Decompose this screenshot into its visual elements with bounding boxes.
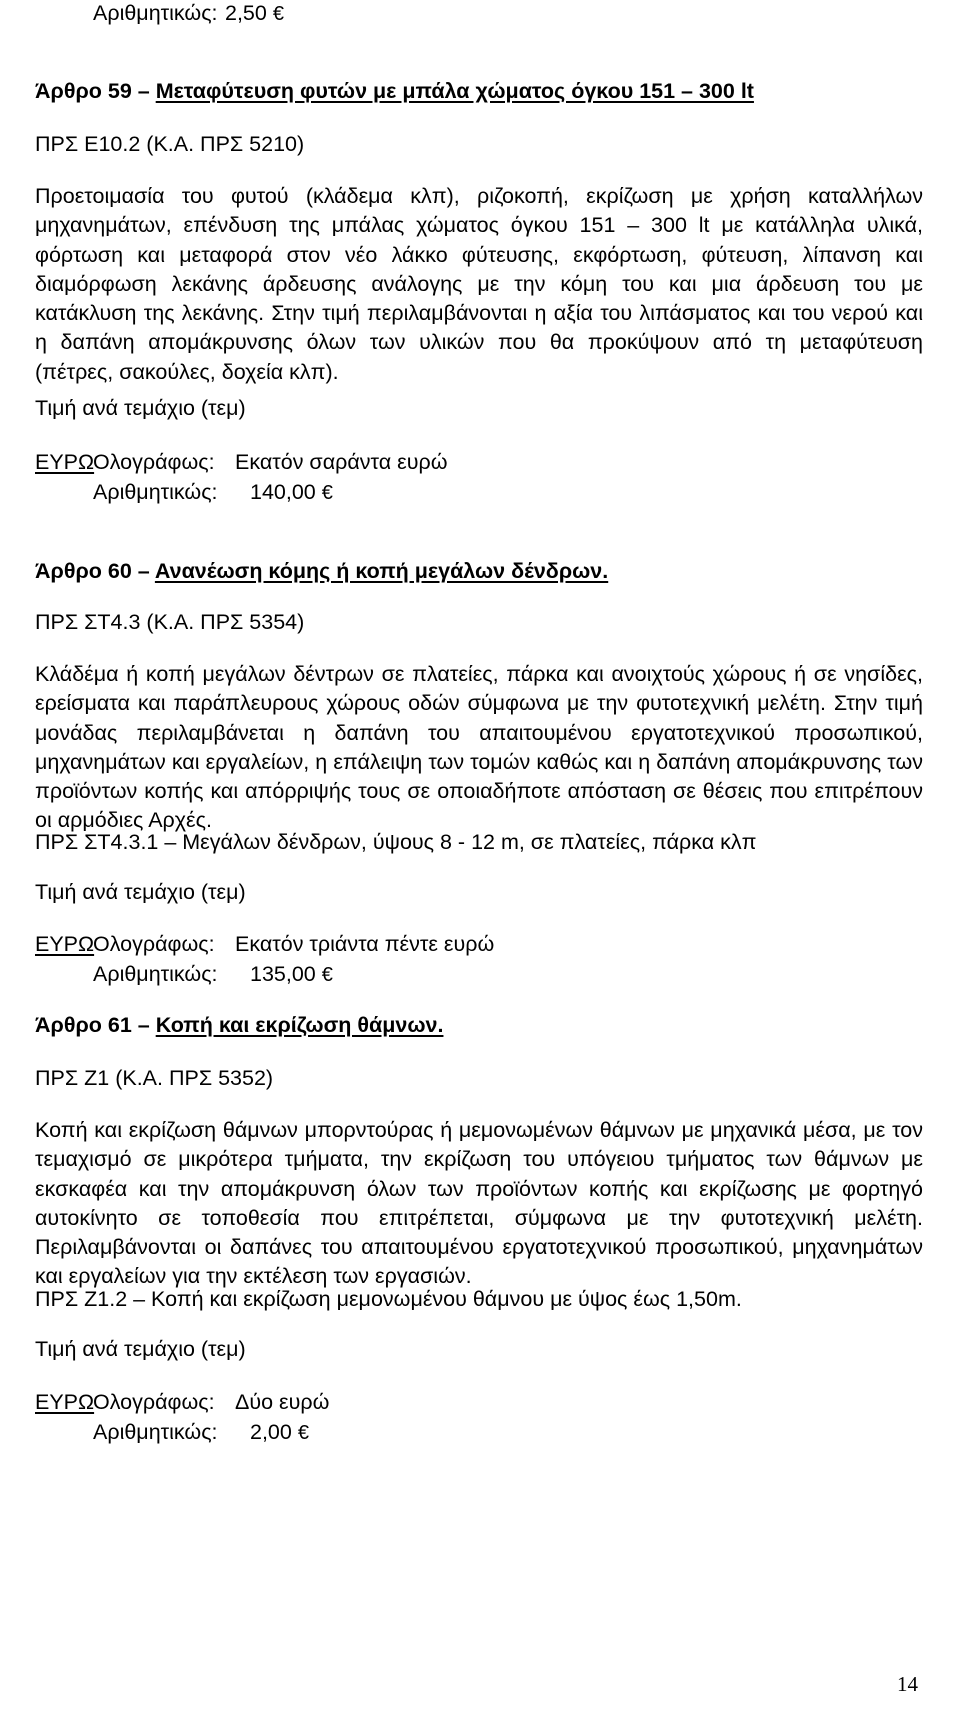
article-60-unit-price: Τιμή ανά τεμάχιο (τεμ)	[35, 880, 246, 904]
article-title: Κοπή και εκρίζωση θάμνων.	[155, 1013, 444, 1037]
currency-label: ΕΥΡΩ	[35, 1390, 95, 1414]
numeric-value: 140,00	[250, 480, 316, 504]
words-label: Ολογράφως:	[93, 450, 215, 474]
numeric-label: Αριθμητικώς:	[93, 1420, 218, 1444]
article-59-description: Προετοιμασία του φυτού (κλάδεμα κλπ), ριζοκοπή, εκρίζωση με χρήση καταλλήλων μηχανημάτων, επένδυση της μπάλας χώματος όγκου 151 – 300 lt με κατάλληλα υλικά, φόρτωση και μεταφορά στον νέο λάκκο φύτευσης, εκφόρτωση, φύτευση, λίπανση και διαμόρφωση λεκάνης άρδευσης ανάλογης με την κόμη του και μια άρδευση του με κατάκλυση της λεκάνης. Στην τιμή περιλαμβάνονται η αξία του λιπάσματος και του νερού και η δαπάνη απομάκρυνσης όλων των υλικών που θα προκύψουν από τη μεταφύτευση (πέτρες, σακούλες, δοχεία κλπ).	[35, 184, 923, 384]
article-59-unit-price: Τιμή ανά τεμάχιο (τεμ)	[35, 396, 246, 420]
numeric-label: Αριθμητικώς:	[93, 1, 218, 25]
currency-label: ΕΥΡΩ	[35, 932, 95, 956]
words-value: Δύο ευρώ	[235, 1390, 330, 1414]
numeric-value: 2,50	[225, 1, 267, 25]
article-60-description: Κλάδέμα ή κοπή μεγάλων δέντρων σε πλατείες, πάρκα και ανοιχτούς χώρους ή σε νησίδες, ερείσματα και παράπλευρους χώρους οδών σύμφωνα με την φυτοτεχνική μελέτη. Στην τιμή μονάδας περιλαμβάνεται η δαπάνη του απαιτουμένου εργατοτεχνικού προσωπικού, μηχανημάτων και εργαλείων, η επάλειψη των τομών καθώς και η δαπάνη απομάκρυνσης των προϊόντων κοπής και απόρριψής τους σε οποιαδήποτε απόσταση σε θέσεις που επιτρέπουν οι αρμόδιες Αρχές.	[35, 662, 923, 833]
article-61-heading	[35, 1015, 443, 1037]
article-59-price-numeric	[93, 482, 333, 504]
article-61-code: ΠΡΣ Ζ1 (Κ.Α. ΠΡΣ 5352)	[35, 1066, 274, 1090]
article-prefix: Άρθρο 61 –	[35, 1013, 150, 1037]
article-60-price-words	[35, 934, 494, 956]
article-60-price-numeric	[93, 964, 333, 986]
words-label: Ολογράφως:	[93, 1390, 215, 1414]
euro-symbol: €	[272, 3, 284, 25]
article-59-code: ΠΡΣ Ε10.2 (Κ.Α. ΠΡΣ 5210)	[35, 132, 305, 156]
words-label: Ολογράφως:	[93, 932, 215, 956]
article-61-price-words	[35, 1392, 329, 1414]
article-prefix: Άρθρο 60 –	[35, 559, 150, 583]
page-number: 14	[897, 1672, 918, 1696]
article-60-heading	[35, 561, 608, 583]
article-title: Ανανέωση κόμης ή κοπή μεγάλων δένδρων.	[154, 559, 609, 583]
euro-symbol: €	[321, 482, 333, 504]
top-price-line	[93, 3, 284, 25]
numeric-value: 135,00	[250, 962, 316, 986]
words-value: Εκατόν τριάντα πέντε ευρώ	[235, 932, 495, 956]
numeric-label: Αριθμητικώς:	[93, 962, 218, 986]
euro-symbol: €	[321, 964, 333, 986]
currency-label: ΕΥΡΩ	[35, 450, 95, 474]
article-60-sub-item: ΠΡΣ ΣΤ4.3.1 – Μεγάλων δένδρων, ύψους 8 - 12 m, σε πλατείες, πάρκα κλπ	[35, 830, 757, 854]
article-61-sub-item: ΠΡΣ Ζ1.2 – Κοπή και εκρίζωση μεμονωμένου θάμνου με ύψος έως 1,50m.	[35, 1287, 742, 1311]
article-prefix: Άρθρο 59 –	[35, 79, 150, 103]
article-60-code: ΠΡΣ ΣΤ4.3 (Κ.Α. ΠΡΣ 5354)	[35, 610, 305, 634]
numeric-value: 2,00	[250, 1420, 292, 1444]
article-title: Μεταφύτευση φυτών με μπάλα χώματος όγκου 151 – 300 lt	[155, 79, 754, 103]
words-value: Εκατόν σαράντα ευρώ	[235, 450, 448, 474]
article-61-unit-price: Τιμή ανά τεμάχιο (τεμ)	[35, 1337, 246, 1361]
article-61-description: Κοπή και εκρίζωση θάμνων μπορντούρας ή μεμονωμένων θάμνων με μηχανικά μέσα, με τον τεμαχισμό σε μικρότερα τμήματα, την εκρίζωση του υπόγειου τμήματος των θάμνων με εκσκαφέα και την απομάκρυνση όλων των προϊόντων κοπής και εκρίζωσης με φορτηγό αυτοκίνητο σε τοποθεσία που επιτρέπεται, σύμφωνα με την φυτοτεχνική μελέτη. Περιλαμβάνονται οι δαπάνες του απαιτουμένου εργατοτεχνικού προσωπικού, μηχανημάτων και εργαλείων για την εκτέλεση των εργασιών.	[35, 1118, 923, 1289]
numeric-label: Αριθμητικώς:	[93, 480, 218, 504]
article-59-heading	[35, 81, 754, 103]
article-61-price-numeric	[93, 1422, 309, 1444]
euro-symbol: €	[297, 1422, 309, 1444]
article-59-price-words	[35, 452, 448, 474]
